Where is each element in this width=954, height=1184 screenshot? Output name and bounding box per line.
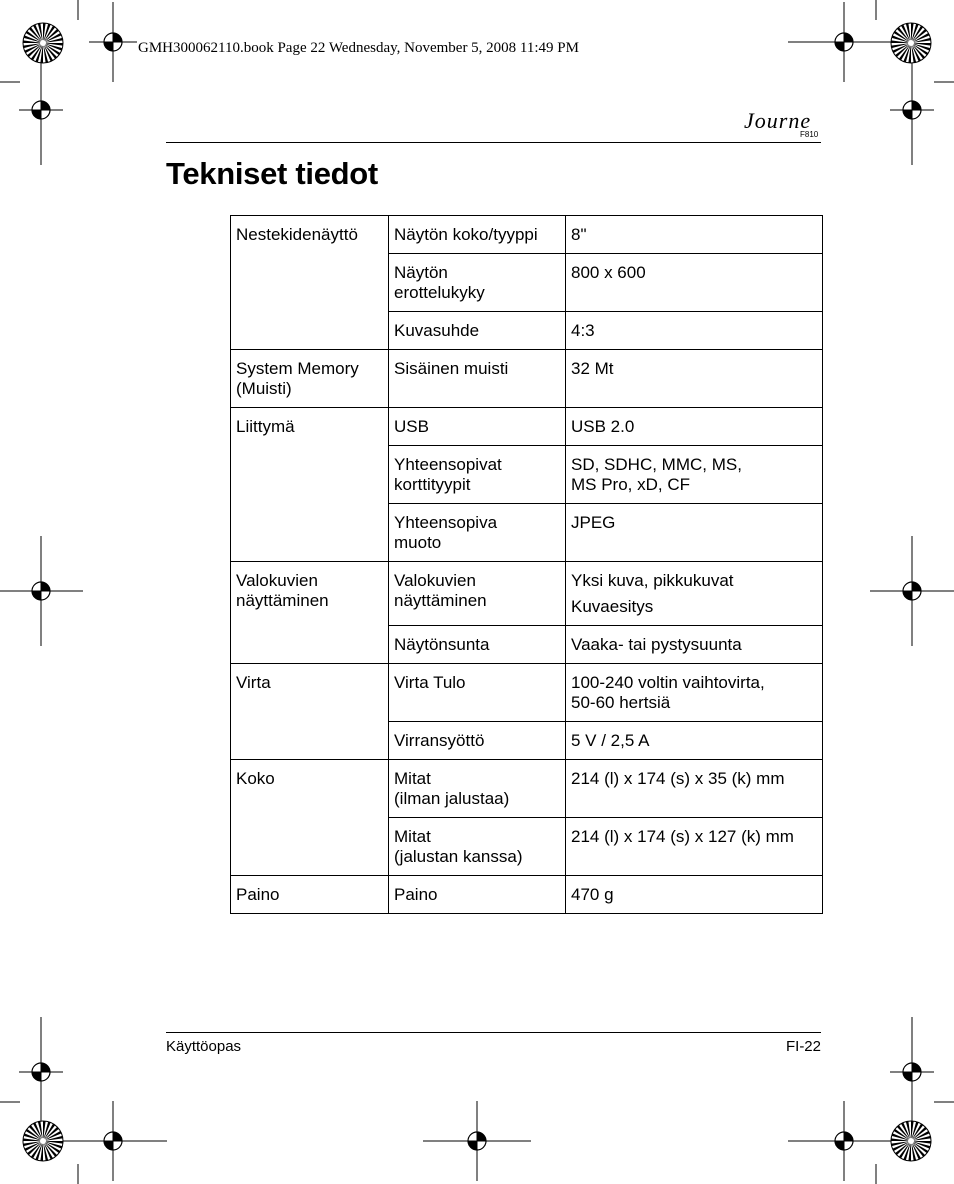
spec-value <box>566 216 823 254</box>
spec-item: Virransyöttö <box>389 722 566 760</box>
spec-value <box>566 446 823 504</box>
spec-item: Mitat (ilman jalustaa) <box>389 760 566 818</box>
crosshair-quadrant <box>32 591 41 600</box>
spec-value-line: 32 Mt <box>571 359 614 378</box>
spec-category: Virta <box>231 664 389 760</box>
spec-value-line: 800 x 600 <box>571 263 646 282</box>
spec-value <box>566 562 823 626</box>
page-title: Tekniset tiedot <box>166 156 378 191</box>
spec-item: Kuvasuhde <box>389 312 566 350</box>
spec-category: Liittymä <box>231 408 389 562</box>
spec-item: USB <box>389 408 566 446</box>
crosshair-quadrant <box>903 591 912 600</box>
print-info-header: GMH300062110.book Page 22 Wednesday, November 5, 2008 11:49 PM <box>138 40 579 56</box>
crosshair-quadrant <box>912 101 921 110</box>
table-row <box>231 760 823 818</box>
spec-value-line: 214 (l) x 174 (s) x 35 (k) mm <box>571 769 785 788</box>
spec-item: Mitat (jalustan kanssa) <box>389 818 566 876</box>
spec-value-line: 470 g <box>571 885 614 904</box>
spec-value-line: JPEG <box>571 513 616 532</box>
crosshair-quadrant <box>912 1063 921 1072</box>
spec-item: Yhteensopiva muoto <box>389 504 566 562</box>
spec-item: Virta Tulo <box>389 664 566 722</box>
spec-value <box>566 626 823 664</box>
crosshair-quadrant <box>835 1141 844 1150</box>
spec-item: Näytön koko/tyyppi <box>389 216 566 254</box>
table-row <box>231 408 823 446</box>
spec-value <box>566 254 823 312</box>
spec-value <box>566 350 823 408</box>
spec-item: Valokuvien näyttäminen <box>389 562 566 626</box>
footer-manual-name: Käyttöopas <box>166 1038 242 1055</box>
crosshair-quadrant <box>844 33 853 42</box>
spec-value-line: Yksi kuva, pikkukuvat <box>571 571 734 590</box>
crosshair-quadrant <box>477 1132 486 1141</box>
model-code: F810 <box>800 130 819 139</box>
star-target-center <box>908 1138 914 1144</box>
spec-table <box>230 215 823 914</box>
crosshair-quadrant <box>835 42 844 51</box>
spec-value-line: 214 (l) x 174 (s) x 127 (k) mm <box>571 827 794 846</box>
spec-category: System Memory (Muisti) <box>231 350 389 408</box>
crosshair-quadrant <box>41 101 50 110</box>
spec-category: Koko <box>231 760 389 876</box>
spec-value <box>566 504 823 562</box>
crosshair-quadrant <box>912 582 921 591</box>
crosshair-quadrant <box>113 1132 122 1141</box>
spec-value <box>566 818 823 876</box>
spec-value-line: 4:3 <box>571 321 595 340</box>
spec-value <box>566 760 823 818</box>
spec-value-line: 5 V / 2,5 A <box>571 731 650 750</box>
table-row <box>231 876 823 914</box>
star-target-center <box>908 40 914 46</box>
spec-value-line: 100-240 voltin vaihtovirta, 50-60 hertsiä <box>571 673 765 712</box>
spec-category: Paino <box>231 876 389 914</box>
spec-value <box>566 722 823 760</box>
spec-item: Paino <box>389 876 566 914</box>
spec-value-line: Kuvaesitys <box>571 597 654 616</box>
spec-value-line: 8" <box>571 225 587 244</box>
star-target-center <box>40 1138 46 1144</box>
crosshair-quadrant <box>104 1141 113 1150</box>
table-row <box>231 350 823 408</box>
spec-value <box>566 664 823 722</box>
table-row <box>231 562 823 626</box>
spec-value <box>566 876 823 914</box>
spec-item: Näytönsunta <box>389 626 566 664</box>
spec-value-line: Vaaka- tai pystysuunta <box>571 635 742 654</box>
crosshair-quadrant <box>113 33 122 42</box>
crosshair-quadrant <box>41 582 50 591</box>
footer-page-number: FI-22 <box>785 1038 821 1055</box>
crosshair-quadrant <box>903 110 912 119</box>
star-target-center <box>40 40 46 46</box>
crosshair-quadrant <box>32 110 41 119</box>
spec-item: Näytön erottelukyky <box>389 254 566 312</box>
footer-rule <box>166 1032 821 1033</box>
crosshair-quadrant <box>41 1063 50 1072</box>
spec-value <box>566 312 823 350</box>
spec-item: Yhteensopivat korttityypit <box>389 446 566 504</box>
crosshair-quadrant <box>844 1132 853 1141</box>
spec-item: Sisäinen muisti <box>389 350 566 408</box>
spec-category: Valokuvien näyttäminen <box>231 562 389 664</box>
header-rule <box>166 142 821 143</box>
crosshair-quadrant <box>468 1141 477 1150</box>
table-row <box>231 216 823 254</box>
table-row <box>231 664 823 722</box>
spec-category: Nestekidenäyttö <box>231 216 389 350</box>
brand-logo: Journe <box>744 108 812 133</box>
crosshair-quadrant <box>104 42 113 51</box>
spec-value-line: SD, SDHC, MMC, MS, MS Pro, xD, CF <box>571 455 742 494</box>
spec-value-line: USB 2.0 <box>571 417 635 436</box>
crosshair-quadrant <box>903 1072 912 1081</box>
spec-value <box>566 408 823 446</box>
crosshair-quadrant <box>32 1072 41 1081</box>
